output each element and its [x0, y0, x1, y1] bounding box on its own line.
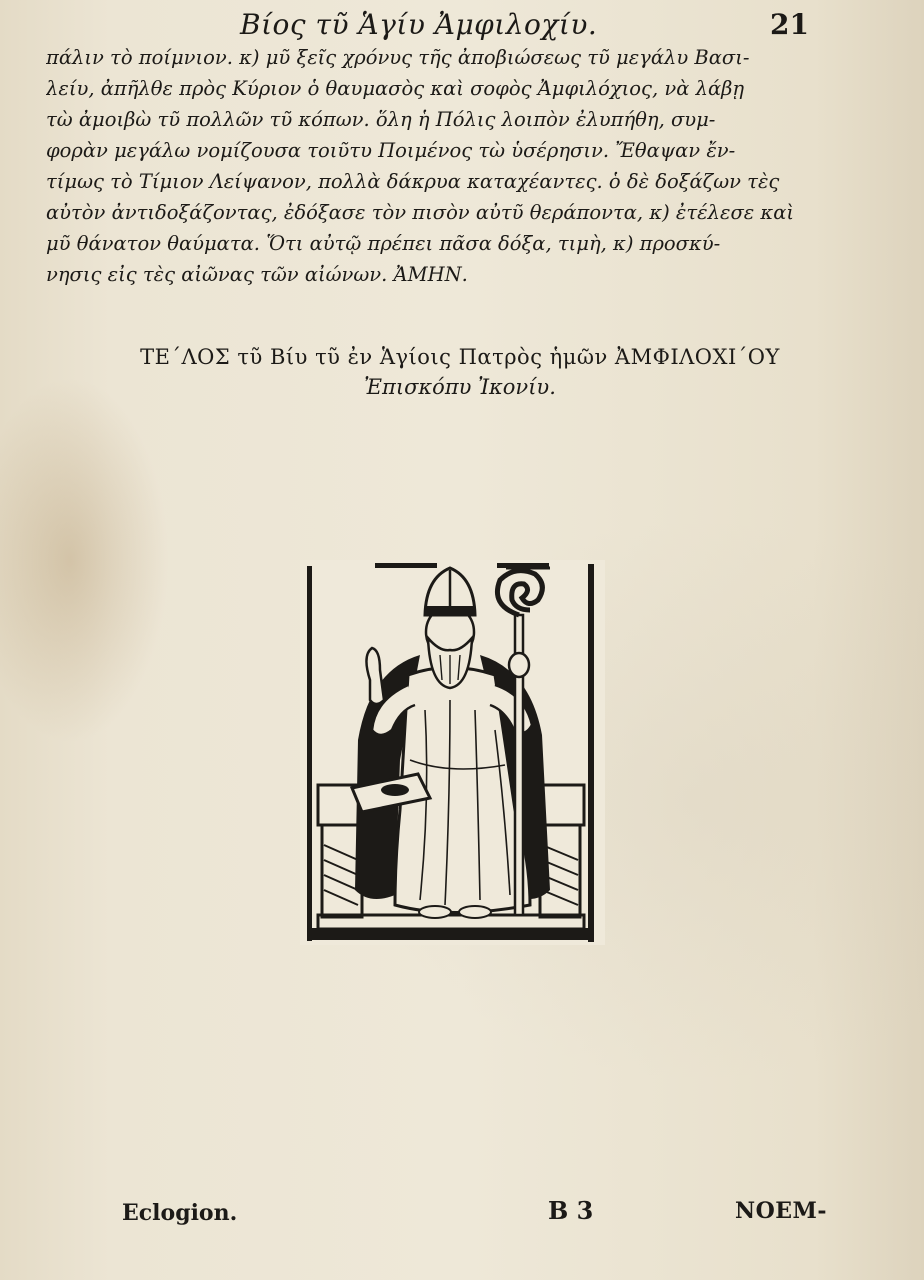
running-title: Βίος τῦ Ἁγίυ Ἀμφιλοχίυ. [240, 8, 598, 41]
text-line: μῦ θάνατον θαύματα. Ὅτι αὐτῷ πρέπει πᾶσα δόξα, τιμὴ, κ) προσκύ- [46, 232, 721, 255]
text-line: τίμως τὸ Τίμιον Λείψανον, πολλὰ δάκρυα καταχέαντες. ὁ δὲ δοξάζων τὲς [46, 170, 780, 193]
text-line: τὼ ἀμοιβὼ τῦ πολλῶν τῦ κόπων. ὅλη ἡ Πόλις λοιπὸν ἐλυπήθη, συμ- [46, 108, 716, 131]
catchword: NOEM- [735, 1198, 828, 1224]
page-number: 21 [770, 8, 809, 41]
gathering-mark: B 3 [548, 1196, 594, 1225]
colophon [60, 342, 860, 402]
signature-mark: Eclogion. [122, 1200, 238, 1226]
text-line: πάλιν τὸ ποίμνιον. κ) μῦ ξεῖς χρόνυς τῆς ἀποβιώσεως τῦ μεγάλυ Βασι- [46, 46, 750, 69]
bishop-woodcut [300, 560, 605, 945]
text-line: αὐτὸν ἀντιδοξάζοντας, ἐδόξασε τὸν πισὸν αὐτῦ θεράποντα, κ) ἐτέλεσε καὶ [46, 201, 795, 224]
colophon-line: Ἐπισκόπυ Ἰκονίυ. [364, 375, 556, 399]
running-head [0, 6, 924, 46]
colophon-line: ΤΕ´ΛΟΣ τῦ Βίυ τῦ ἐν Ἁγίοις Πατρὸς ἡμῶν ἈΜΦΙΛΟΧΙ´ΟΥ [140, 345, 780, 369]
text-line: λείυ, ἀπῆλθε πρὸς Κύριον ὁ θαυμασὸς καὶ σοφὸς Ἀμφιλόχιος, νὰ λάβῃ [46, 77, 745, 100]
text-line: νησις εἰς τὲς αἰῶνας τῶν αἰώνων. ἈΜΗΝ. [46, 263, 468, 286]
body-text [46, 42, 846, 290]
page-footer [0, 1196, 924, 1236]
text-line: φορὰν μεγάλω νομίζουσα τοιῦτυ Ποιμένος τὼ ὑσέρησιν. Ἔθαψαν ἔν- [46, 139, 736, 162]
